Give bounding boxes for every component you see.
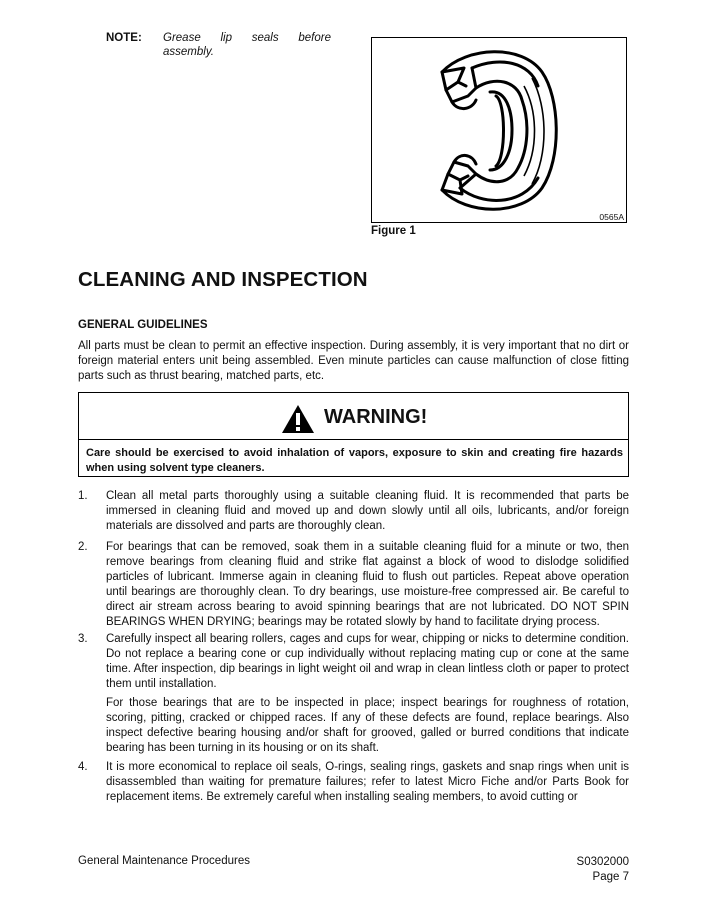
list-item-text: For bearings that can be removed, soak them in a suitable cleaning fluid for a minute or two, then remove bearings from cleaning fluid and strike flat against a block of wood to dislodge solidified particles of lubricant. Immerse again in cleaning fluid to flush out particles. Repeat above operation until bearings are thoroughly clean. To dry bearings, use moisture-free compressed air. Be careful to direct air stream across bearing to avoid spinning bearings that are not lubricated. DO NOT SPIN BEARINGS WHEN DRYING; bearings may be rotated slowly by hand to facilitate drying process. bbox=[106, 541, 629, 628]
footer-doc-number: S0302000 bbox=[576, 856, 629, 868]
figure-caption: Figure 1 bbox=[371, 225, 416, 237]
list-item-text: Carefully inspect all bearing rollers, cages and cups for wear, chipping or nicks to determine condition. Do not replace a bearing cone or cup individually without replacing mating cup or cone at the same time. After inspection, dip bearings in light weight oil and wrap in clean lintless cloth or paper to protect them until installation. bbox=[106, 633, 629, 690]
list-item-text: Clean all metal parts thoroughly using a suitable cleaning fluid. It is recommended that parts be immersed in cleaning fluid and moved up and down slowly until all oils, lubricants, and/or foreign materials are dissolved and parts are thoroughly clean. bbox=[106, 490, 629, 532]
note-text: Grease lip seals before assembly. bbox=[163, 32, 331, 58]
lip-seal-illustration bbox=[372, 38, 626, 222]
list-item-number: 1. bbox=[78, 490, 88, 502]
note-label: NOTE: bbox=[106, 32, 142, 44]
warning-title: WARNING! bbox=[324, 406, 428, 428]
list-item-number: 2. bbox=[78, 541, 88, 553]
intro-paragraph: All parts must be clean to permit an effective inspection. During assembly, it is very important that no dirt or foreign material enters unit being assembled. Even minute particles can cause malfunction of close fitting parts such as thrust bearing, matched parts, etc. bbox=[78, 340, 629, 382]
list-item-text: For those bearings that are to be inspected in place; inspect bearings for roughness of rotation, scoring, pitting, cracked or chipped races. If any of these defects are found, replace bearings. Also inspect defective bearing housing and/or shaft for grooved, galled or burred conditions that indicate bearing has been turning in its housing or on its shaft. bbox=[106, 697, 629, 754]
footer-page-info bbox=[529, 855, 629, 885]
footer-title: General Maintenance Procedures bbox=[78, 855, 250, 867]
list-item-number: 4. bbox=[78, 761, 88, 773]
warning-triangle-icon bbox=[281, 404, 315, 434]
figure-code: 0565A bbox=[599, 212, 624, 222]
list-item-text: It is more economical to replace oil seals, O-rings, sealing rings, gaskets and snap rings when unit is disassembled than waiting for premature failures; refer to latest Micro Fiche and/or Parts Book for replacement items. Be extremely careful when installing sealing members, to avoid cutting or bbox=[106, 761, 629, 803]
subheading-general-guidelines: GENERAL GUIDELINES bbox=[78, 319, 208, 331]
warning-text: Care should be exercised to avoid inhalation of vapors, exposure to skin and creating fire hazards when using solvent type cleaners. bbox=[86, 447, 623, 474]
footer-page-number: Page 7 bbox=[592, 871, 629, 883]
warning-header bbox=[79, 393, 628, 440]
list-item-number: 3. bbox=[78, 633, 88, 645]
section-title: CLEANING AND INSPECTION bbox=[78, 268, 368, 291]
warning-box bbox=[78, 392, 629, 477]
figure-1-frame bbox=[371, 37, 627, 223]
